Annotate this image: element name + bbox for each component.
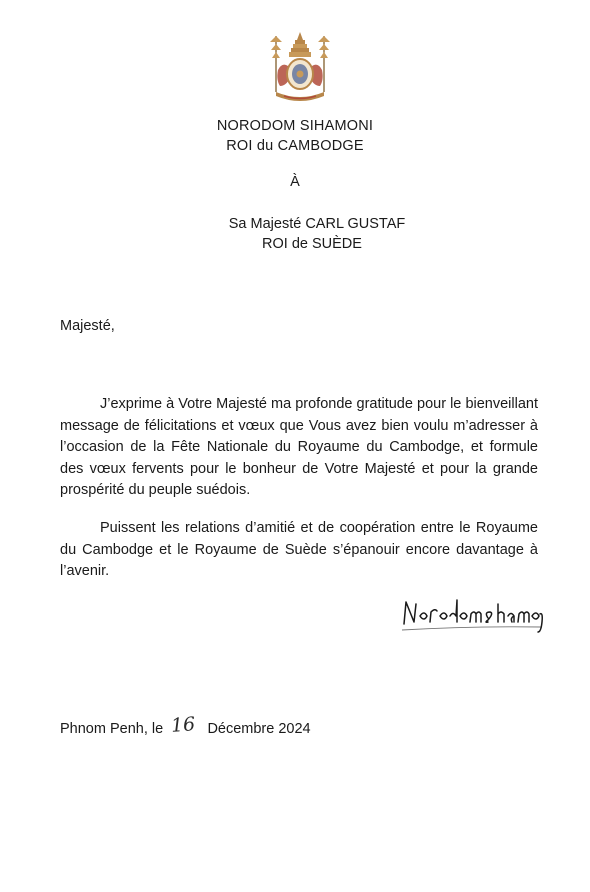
addressee-marker: À [290,174,300,190]
royal-coat-of-arms-icon [262,30,338,106]
body-paragraph-relations: Puissent les relations d’amitié et de coopération entre le Royaume du Cambodge et le Royaume de Suède s’épanouir encore davantage à l’avenir. [60,520,538,579]
body-paragraph-gratitude: J’exprime à Votre Majesté ma profonde gratitude pour le bienveillant message de félicitations et vœux que Vous avez bien voulu m’adresser à l’occasion de la Fête Nationale du Royaume du Cambodge, et formule des vœux fervents pour le bonheur de Votre Majesté et pour la grande prospérité du peuple suédois. [60,396,538,498]
salutation: Majesté, [60,318,115,334]
date-line [60,713,311,738]
date-day-handwritten: 16 [170,713,197,737]
recipient-name: Sa Majesté CARL GUSTAF [228,216,406,232]
sender-block [0,116,590,156]
recipient-block [0,214,590,254]
sender-name: NORODOM SIHAMONI [216,118,374,134]
handwritten-signature-icon [400,594,545,636]
date-place: Phnom Penh, le [60,721,164,737]
recipient-title: ROI de SUÈDE [262,236,362,252]
sender-title: ROI du CAMBODGE [226,138,364,154]
date-month-year: Décembre 2024 [207,721,311,737]
